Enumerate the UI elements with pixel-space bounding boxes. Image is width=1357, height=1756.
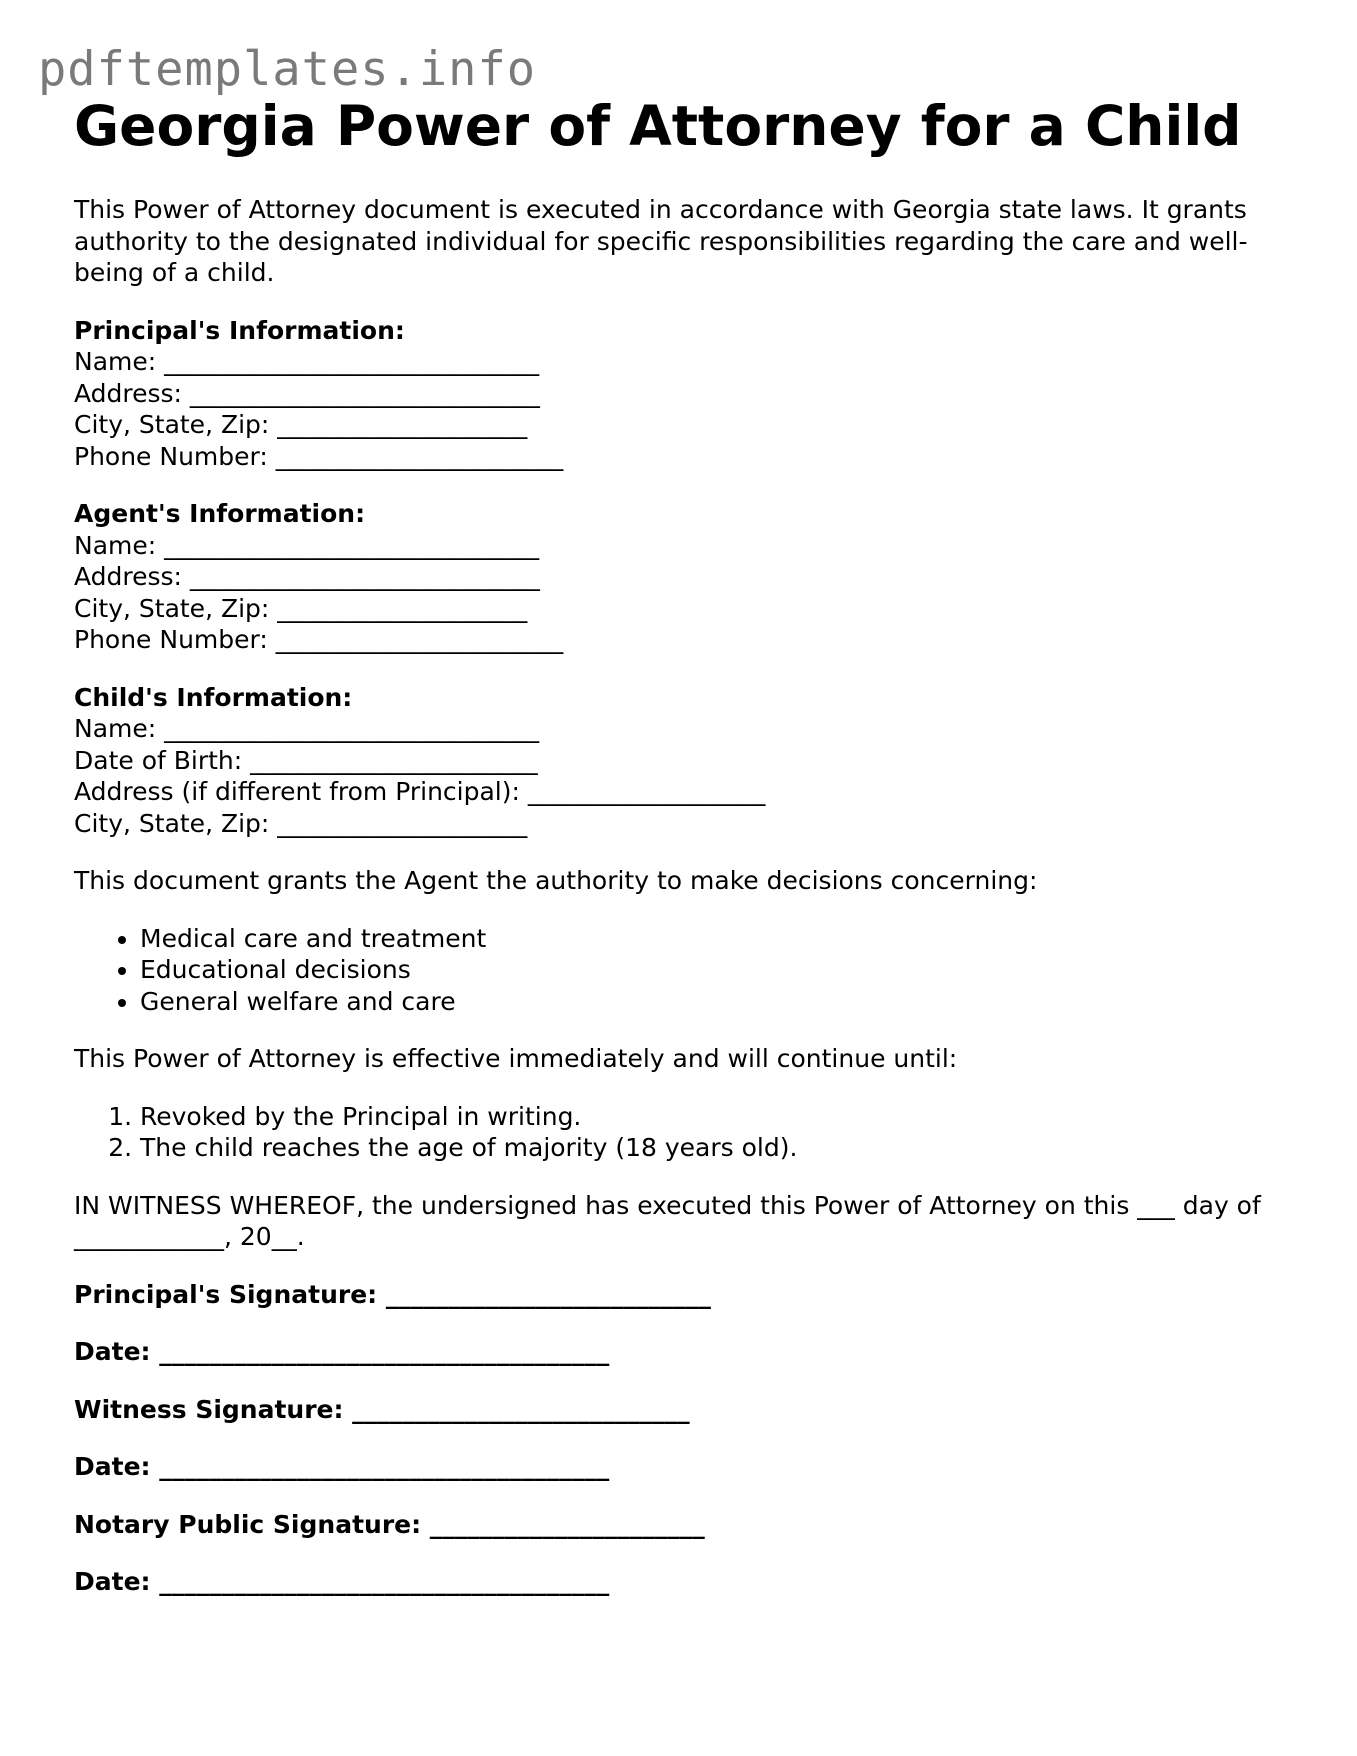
watermark: pdftemplates.info [38,42,537,97]
child-name-field: Name: ______________________________ [74,714,540,743]
notary-date-line: Date: ____________________________________ [74,1567,610,1596]
duration-list [74,1101,1304,1164]
intro-paragraph: This Power of Attorney document is executed in accordance with Georgia state laws. It grants authority to the designated individual for specific responsibilities regarding the care and well-being of a child. [74,195,1248,287]
notary-signature-line: Notary Public Signature: ______________________ [74,1509,705,1539]
agent-heading: Agent's Information: [74,499,366,528]
principal-date-line: Date: ____________________________________ [74,1337,610,1366]
child-section [74,682,1304,840]
list-item: • Educational decisions [140,954,1304,986]
authority-list [74,923,1304,1018]
witness-signature-line: Witness Signature: ___________________________ [74,1394,690,1424]
witness-date-line: Date: ____________________________________ [74,1452,610,1481]
principal-name-field: Name: ______________________________ [74,347,540,376]
list-item: • Medical care and treatment [140,923,1304,955]
principal-address-field: Address: ____________________________ [74,378,540,408]
list-item: 1. Revoked by the Principal in writing. [140,1101,1304,1133]
principal-signature-line: Principal's Signature: __________________________ [74,1279,711,1309]
agent-address-field: Address: ____________________________ [74,562,540,591]
agent-name-field: Name: ______________________________ [74,530,540,560]
principal-heading: Principal's Information: [74,315,405,345]
document-title: Georgia Power of Attorney for a Child [74,94,1242,158]
list-item: • General welfare and care [140,986,1304,1018]
agent-phone-field: Phone Number: _______________________ [74,625,564,654]
witness-clause: IN WITNESS WHEREOF, the undersigned has executed this Power of Attorney on this ___ day of ____________, 20__. [74,1190,1261,1251]
list-item: 2. The child reaches the age of majority (18 years old). [140,1132,1304,1164]
principal-city-field: City, State, Zip: ____________________ [74,410,528,439]
duration-intro: This Power of Attorney is effective immediately and will continue until: [74,1044,958,1073]
authority-intro: This document grants the Agent the authority to make decisions concerning: [74,866,1038,895]
document [74,92,1304,1598]
child-city-field: City, State, Zip: ____________________ [74,808,528,838]
principal-phone-field: Phone Number: _______________________ [74,441,564,471]
agent-city-field: City, State, Zip: ____________________ [74,593,528,623]
agent-section [74,498,1304,656]
child-address-field: Address (if different from Principal): ___________________ [74,777,766,806]
child-heading: Child's Information: [74,682,353,712]
principal-section [74,315,1304,473]
child-dob-field: Date of Birth: _______________________ [74,745,538,775]
